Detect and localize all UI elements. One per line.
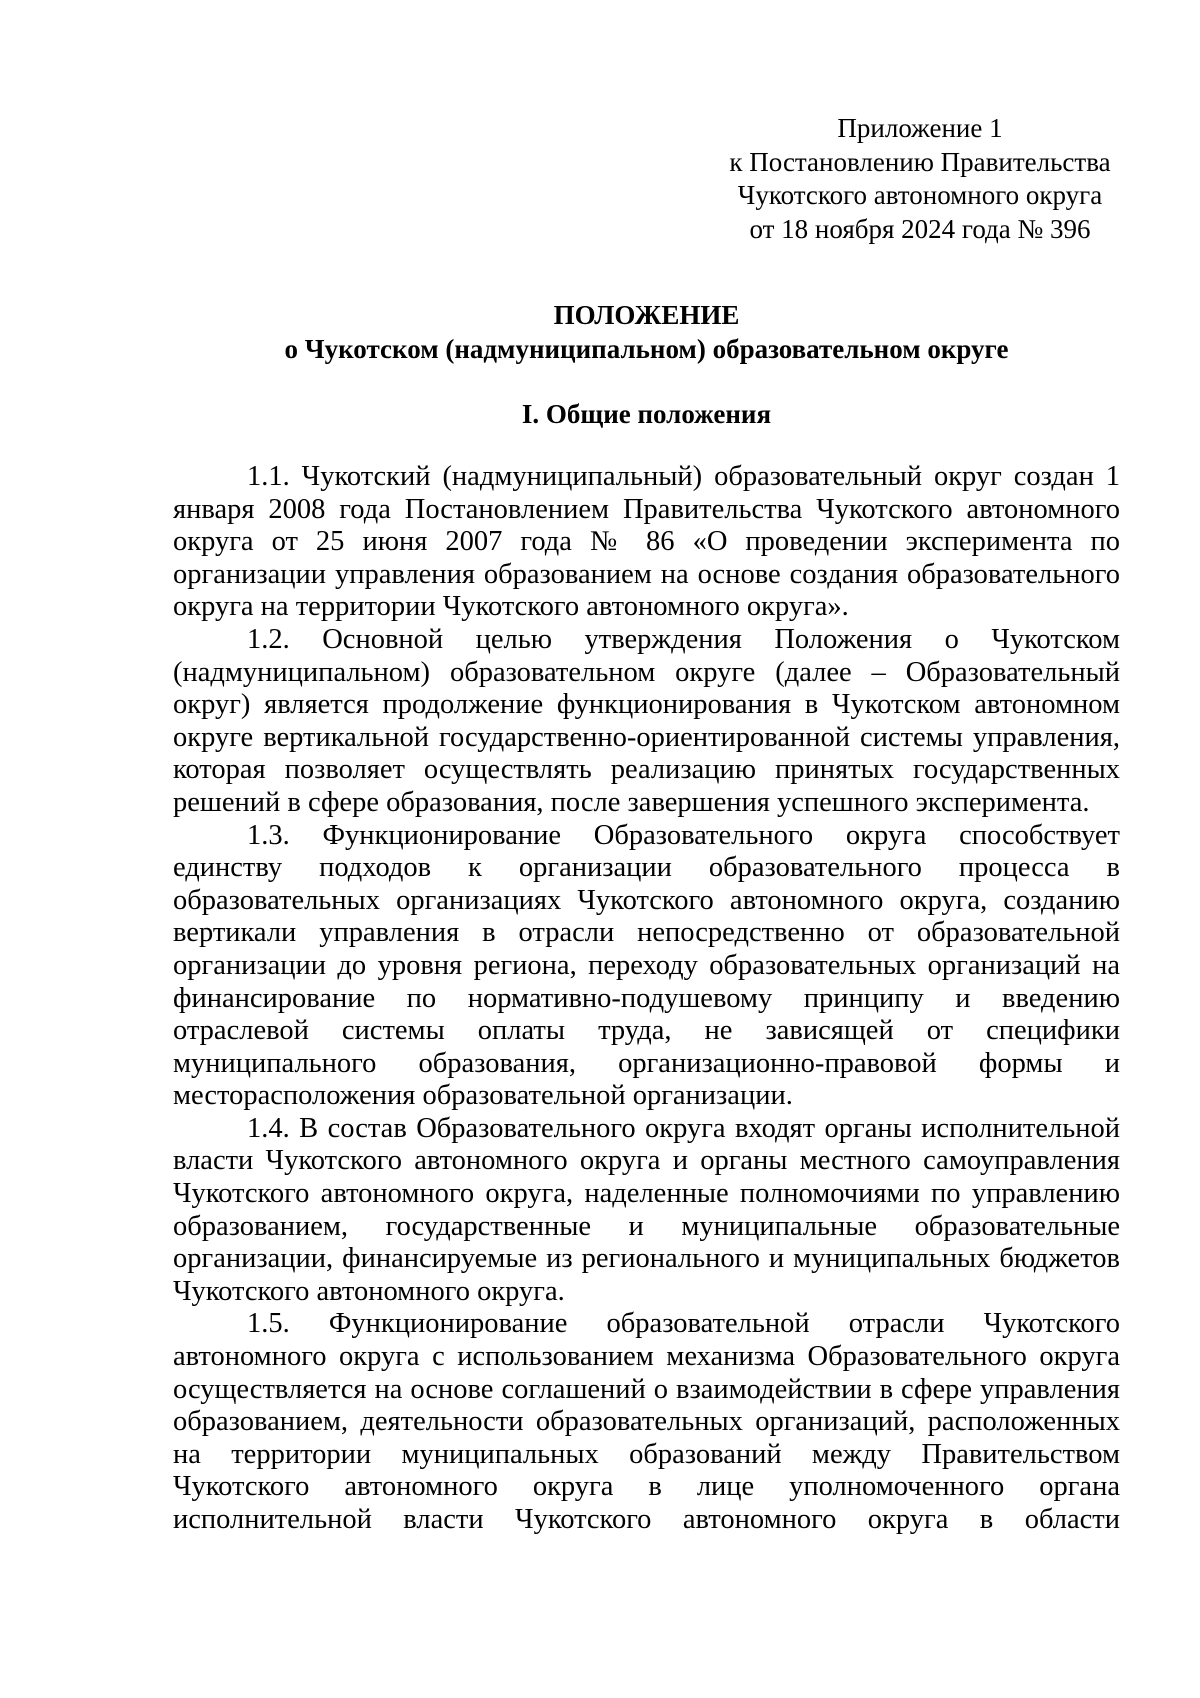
document-title-block xyxy=(173,298,1120,366)
appendix-number: Приложение 1 xyxy=(837,113,1003,143)
document-title: ПОЛОЖЕНИЕ xyxy=(553,300,740,330)
document-subtitle: о Чукотском (надмуниципальном) образовательном округе xyxy=(284,334,1009,364)
section-heading: I. Общие положения xyxy=(521,399,772,429)
paragraph-1-5: 1.5. Функционирование образовательной отрасли Чукотского автономного округа с использованием механизма Образовательного округа осуществляется на основе соглашений о взаимодействии в сфере управления образованием, деятельности образовательных организаций, расположенных на территории муниципальных образований между Правительством Чукотского автономного округа в лице уполномоченного органа исполнительной власти Чукотского автономного округа в области xyxy=(173,1308,1120,1535)
appendix-ref-line: Чукотского автономного округа xyxy=(737,180,1103,210)
appendix-ref-line: к Постановлению Правительства xyxy=(729,146,1111,177)
paragraph-1-2: 1.2. Основной целью утверждения Положения о Чукотском (надмуниципальном) образовательном округе (далее – Образовательный округ) является продолжение функционирования в Чукотском автономном округе вертикальной государственно-ориентированной системы управления, которая позволяет осуществлять реализацию принятых государственных решений в сфере образования, после завершения успешного эксперимента. xyxy=(173,623,1120,818)
appendix-block xyxy=(700,112,1140,246)
paragraph-1-1: 1.1. Чукотский (надмуниципальный) образовательный округ создан 1 января 2008 года Постановлением Правительства Чукотского автономного округа от 25 июня 2007 года № 86 «О проведении эксперимента по организации управления образованием на основе создания образовательного округа на территории Чукотского автономного округа». xyxy=(173,461,1120,623)
paragraph-1-3: 1.3. Функционирование Образовательного округа способствует единству подходов к организации образовательного процесса в образовательных организациях Чукотского автономного округа, созданию вертикали управления в отрасли непосредственно от образовательной организации до уровня региона, переходу образовательных организаций на финансирование по нормативно-подушевому принципу и введению отраслевой системы оплаты труда, не зависящей от специфики муниципального образования, организационно-правовой формы и месторасположения образовательной организации. xyxy=(173,819,1120,1112)
appendix-date-line: от 18 ноября 2024 года № 396 xyxy=(749,213,1091,244)
paragraph-1-4: 1.4. В состав Образовательного округа входят органы исполнительной власти Чукотского автономного округа и органы местного самоуправления Чукотского автономного округа, наделенные полномочиями по управлению образованием, государственные и муниципальные образовательные организации, финансируемые из регионального и муниципальных бюджетов Чукотского автономного округа. xyxy=(173,1112,1120,1307)
document-body xyxy=(173,461,1120,1537)
